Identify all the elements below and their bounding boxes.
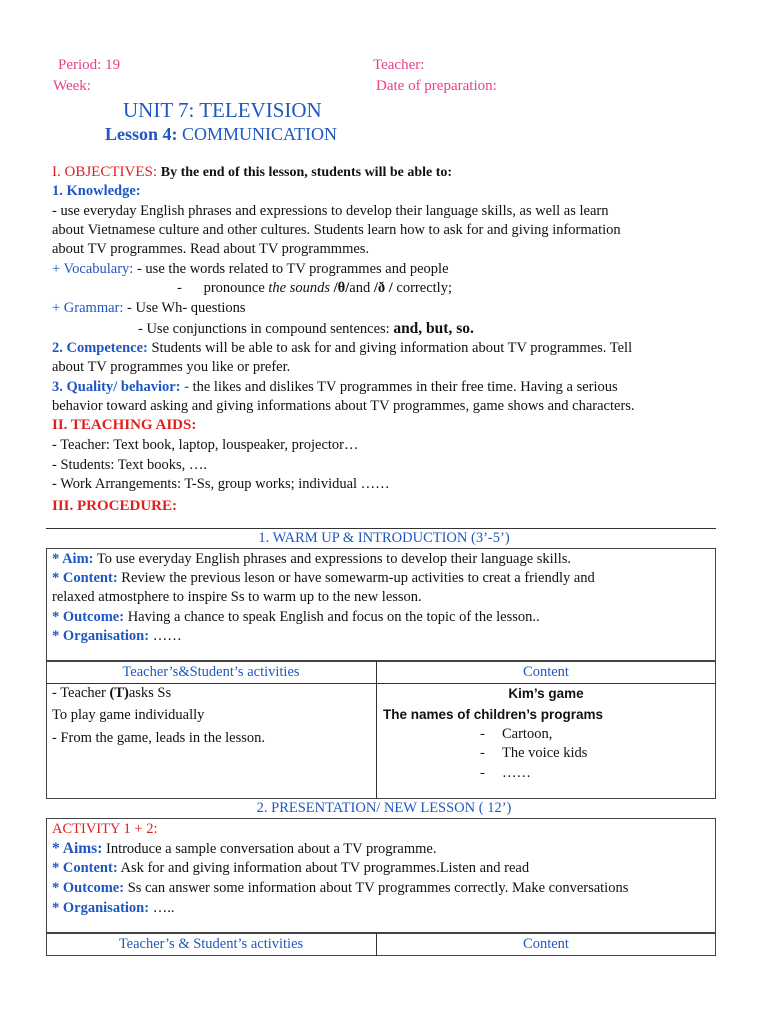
competence-text-1: Students will be able to ask for and giving information about TV programmes. Tell [151,340,633,356]
knowledge-line-3: about TV programmes. Read about TV programmmes. [52,241,370,257]
presentation-aims-text: Introduce a sample conversation about a TV programme. [102,841,437,857]
warmup-col-activities-header: Teacher’s&Student’s activities [122,664,300,680]
quality-line-2: behavior toward asking and giving informations about TV programmes, game shows and characters. [52,398,635,414]
grammar-line-1 [52,300,246,317]
competence-line-1 [52,340,632,357]
presentation-content-text: Ask for and giving information about TV programmes.Listen and read [117,860,530,876]
warmup-col-content-header: Content [523,664,569,680]
quality-heading: 3. Quality/ behavior: - [52,379,189,395]
game-subtitle: The names of children’s programs [383,707,604,722]
warmup-content-label: * Content: [52,570,118,586]
game-item-3-text: …… [502,765,531,781]
vocabulary-line-1 [52,261,449,278]
week-label: Week: [53,78,91,94]
game-item-2-text: The voice kids [502,745,588,761]
game-item-3: - …… [480,765,531,781]
vocabulary-italic: the sounds [268,280,331,296]
quality-line-1 [52,379,618,396]
presentation-title: 2. PRESENTATION/ NEW LESSON ( 12’) [256,800,512,816]
warmup-organisation-line [52,628,182,645]
competence-line-2: about TV programmes you like or prefer. [52,359,291,375]
vocabulary-and: and [349,280,374,296]
warmup-left-line-2: To play game individually [52,707,205,723]
warmup-aim-label: * Aim: [52,551,94,567]
game-item-1: - Cartoon, [480,726,553,742]
objectives-heading: I. OBJECTIVES: [52,164,157,180]
warmup-outcome-line [52,609,540,626]
presentation-organisation-text: ….. [149,900,175,916]
aids-line-3: - Work Arrangements: T-Ss, group works; individual …… [52,476,390,492]
objectives-heading-line [52,164,452,181]
warmup-content-text: Review the previous leson or have somewarm-up activities to creat a friendly and [117,570,595,586]
warmup-left-line-1 [52,685,171,702]
sound-symbol-theta: /θ/ [330,280,350,296]
grammar-label: + Grammar: [52,300,124,316]
warmup-organisation-label: * Organisation: [52,628,150,644]
vocabulary-text-2: - pronounce [177,280,269,296]
teacher-action: asks Ss [128,685,172,701]
presentation-aims-line [52,840,436,858]
grammar-line-2 [138,320,474,338]
warmup-aim-line [52,551,571,568]
teacher-abbrev: (T) [109,685,129,701]
table-column-divider [376,661,377,799]
section-divider [46,528,716,529]
lesson-label: Lesson 4: [105,124,178,144]
game-item-1-text: Cartoon, [502,726,553,742]
warmup-content-line-2: relaxed atmostphere to inspire Ss to warm up to the new lesson. [52,589,422,605]
game-item-2: - The voice kids [480,745,588,761]
presentation-col-activities-header: Teacher’s & Student’s activities [118,936,304,952]
presentation-col-content-header: Content [523,936,569,952]
warmup-content-line [52,570,595,587]
presentation-organisation-label: * Organisation: [52,900,150,916]
vocabulary-label: + Vocabulary: [52,261,134,277]
aids-line-2: - Students: Text books, …. [52,457,207,473]
competence-heading: 2. Competence: [52,340,148,356]
aids-line-1: - Teacher: Text book, laptop, louspeaker, projector… [52,437,359,453]
presentation-content-label: * Content: [52,860,118,876]
game-title: Kim’s game [508,686,584,701]
grammar-text-2: - Use conjunctions in compound sentences: [138,321,394,337]
conjunctions-list: and, but, so. [393,320,474,337]
quality-text-1: the likes and dislikes TV programmes in their free time. Having a serious [192,379,618,395]
period-label: Period: 19 [58,57,121,73]
lesson-title [105,124,337,145]
knowledge-line-1: - use everyday English phrases and expressions to develop their language skills, as well as learn [52,203,609,219]
teaching-aids-heading: II. TEACHING AIDS: [52,417,197,433]
presentation-outcome-label: * Outcome: [52,880,125,896]
presentation-activity: ACTIVITY 1 + 2: [52,821,158,837]
warmup-organisation-text: …… [149,628,182,644]
grammar-text-1: - Use Wh- questions [127,300,246,316]
vocabulary-line-2 [177,280,452,297]
warmup-left-line-3: - From the game, leads in the lesson. [52,730,266,746]
presentation-outcome-line [52,880,628,897]
presentation-outcome-text: Ss can answer some information about TV programmes correctly. Make conversations [124,880,629,896]
knowledge-line-2: about Vietnamese culture and other cultures. Students learn how to ask for and giving information [52,222,621,238]
procedure-heading: III. PROCEDURE: [52,498,178,514]
vocabulary-text-1: - use the words related to TV programmes and people [136,261,449,277]
teacher-label: Teacher: [373,57,425,73]
table-header-divider [46,683,716,684]
warmup-outcome-text: Having a chance to speak English and focus on the topic of the lesson.. [124,609,540,625]
presentation-aims-label: * Aims: [52,840,103,857]
knowledge-heading: 1. Knowledge: [52,183,141,199]
presentation-organisation-line [52,900,174,917]
vocabulary-correctly: correctly; [392,280,452,296]
sound-symbol-eth: /ð / [373,280,393,296]
objectives-intro: By the end of this lesson, students will be able to: [160,165,453,180]
presentation-content-line [52,860,529,877]
unit-title: UNIT 7: TELEVISION [123,98,322,122]
warmup-outcome-label: * Outcome: [52,609,125,625]
teacher-prefix: - Teacher [52,685,110,701]
warmup-title: 1. WARM UP & INTRODUCTION (3’-5’) [258,530,510,546]
date-preparation-label: Date of preparation: [376,78,497,94]
warmup-aim-text: To use everyday English phrases and expressions to develop their language skills. [93,551,572,567]
lesson-name: COMMUNICATION [182,124,338,144]
